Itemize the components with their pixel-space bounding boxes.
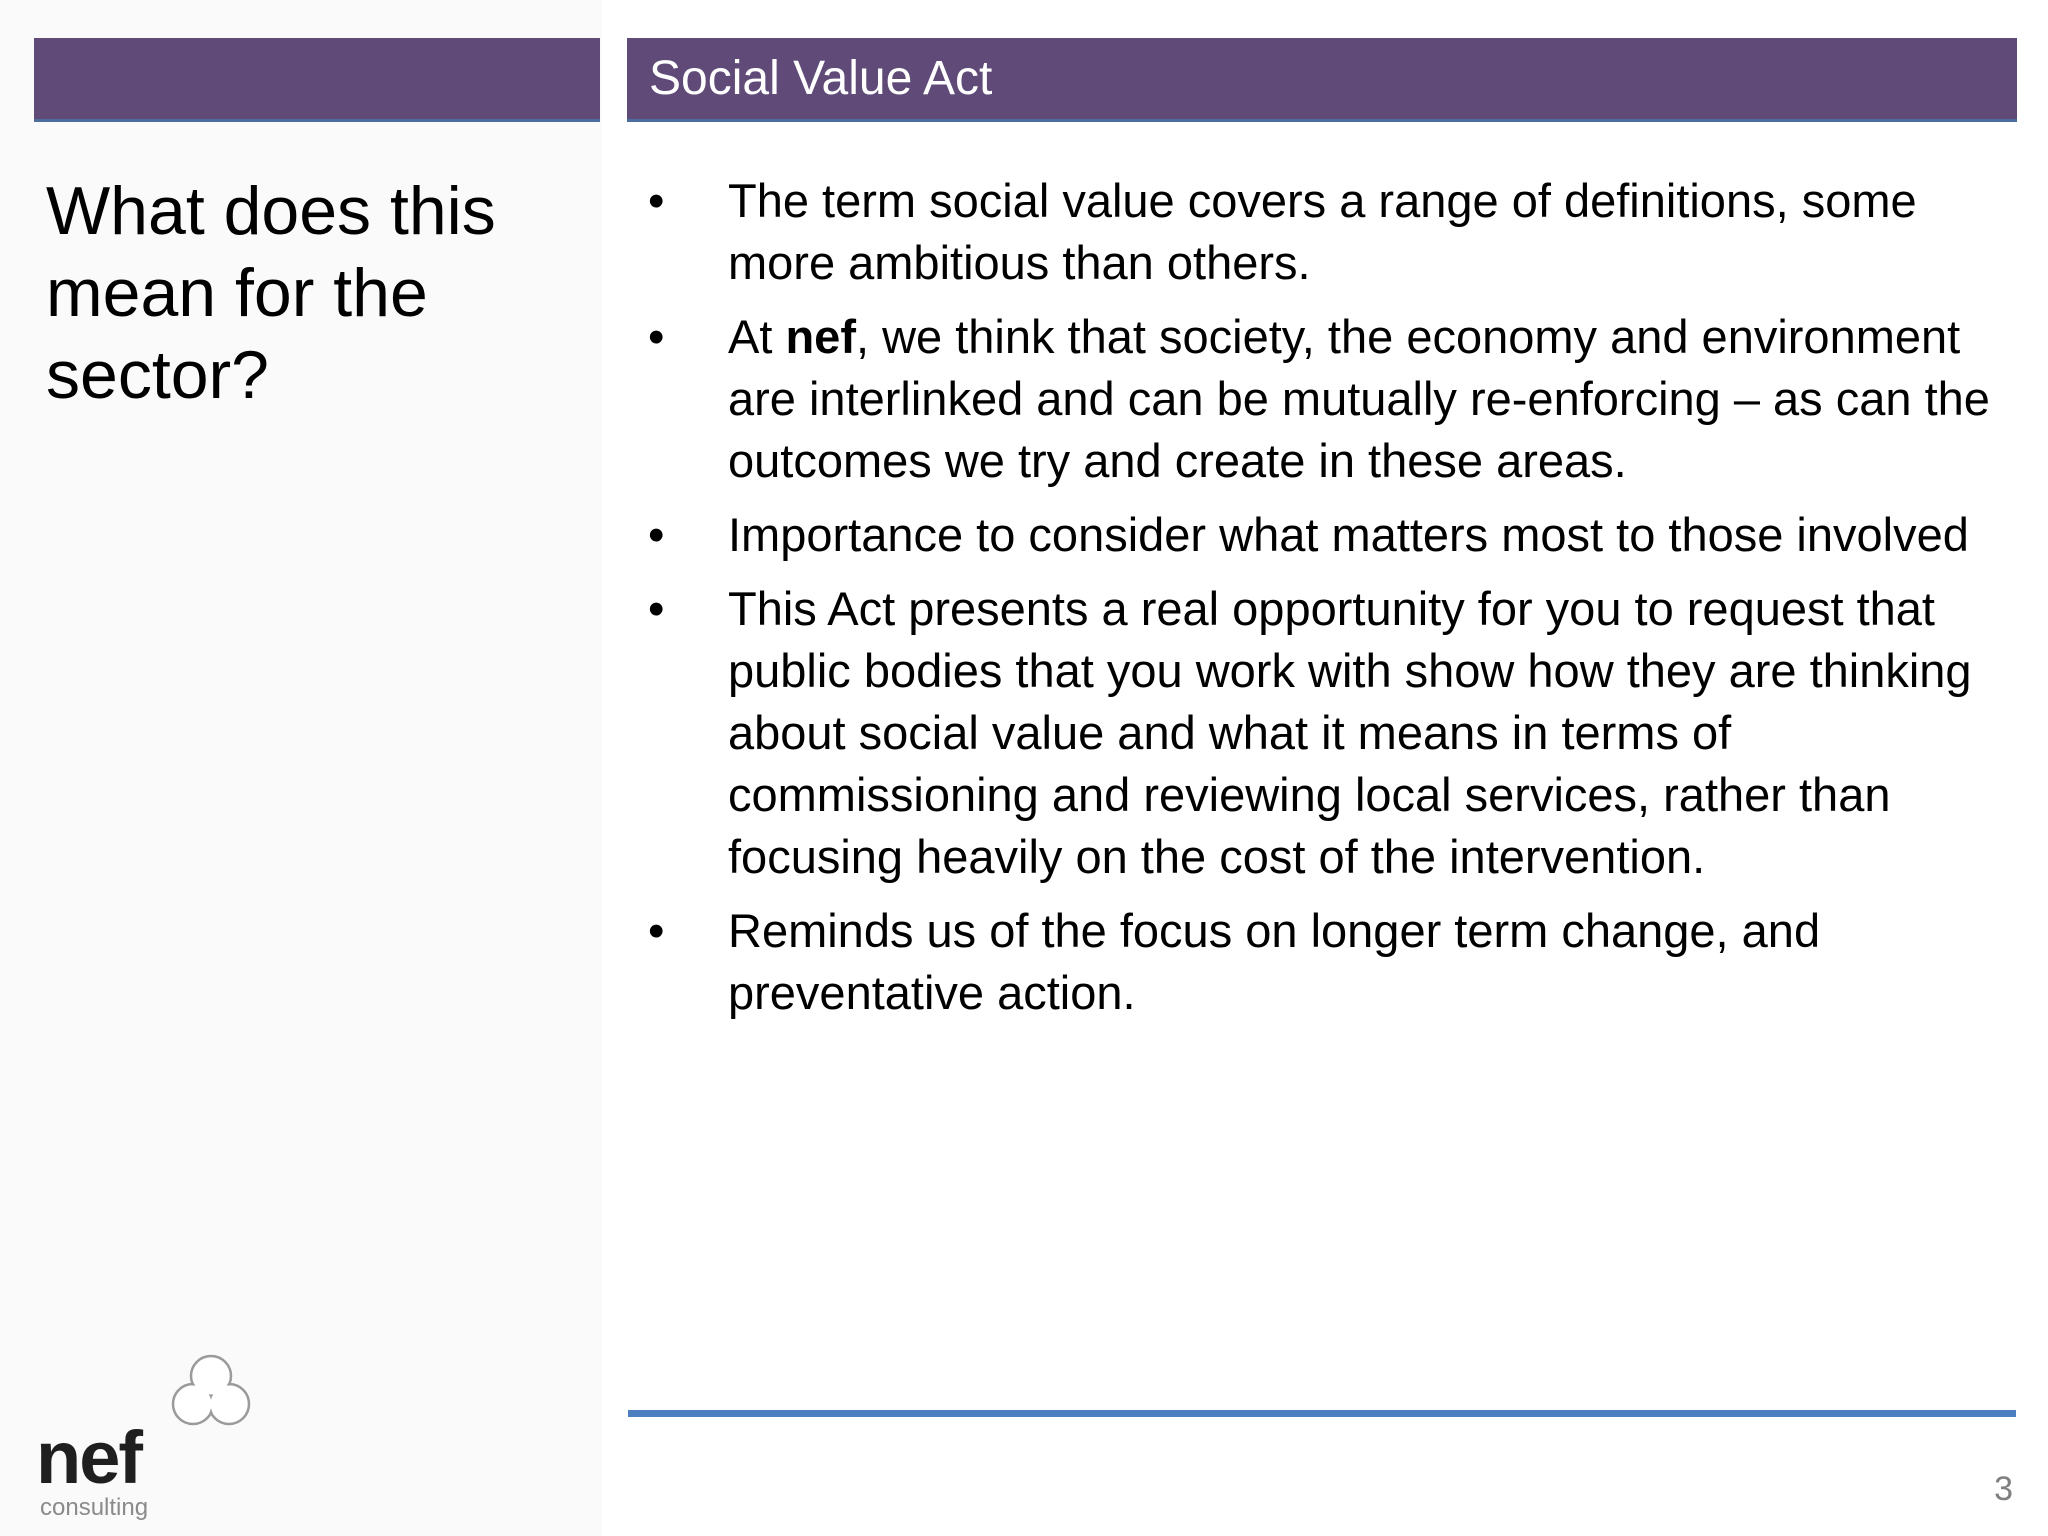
bullet-marker: • (648, 904, 665, 957)
bullet-item (640, 900, 2010, 1024)
footer-divider (628, 1410, 2016, 1417)
left-header-bar (34, 38, 600, 122)
bullet-list (640, 170, 2010, 1036)
section-heading: What does this mean for the sector? (46, 173, 496, 413)
bullet-item (640, 504, 2010, 566)
bullet-marker: • (648, 174, 665, 227)
nef-consulting-logo (36, 1346, 266, 1526)
bullet-marker: • (648, 508, 665, 561)
slide-title: Social Value Act (649, 52, 993, 105)
bullet-text: The term social value covers a range of definitions, some more ambitious than others. (728, 174, 1917, 289)
bullet-text: Reminds us of the focus on longer term change, and preventative action. (728, 904, 1821, 1019)
bullet-marker: • (648, 582, 665, 635)
bullet-text: At (728, 310, 786, 363)
bullet-item (640, 578, 2010, 888)
bullet-item (640, 170, 2010, 294)
logo-subtitle: consulting (40, 1494, 149, 1521)
bullet-marker: • (648, 310, 665, 363)
title-bar (627, 38, 2017, 122)
cloud-icon (166, 1346, 256, 1436)
bullet-item (640, 306, 2010, 492)
bullet-text-bold: nef (785, 310, 856, 363)
bullet-text: , we think that society, the economy and environment are interlinked and can be mutually re-enforcing – as can the outcomes we try and create in these areas. (728, 310, 1990, 487)
bullet-text: Importance to consider what matters most to those involved (728, 508, 1969, 561)
page-number: 3 (1994, 1470, 2013, 1508)
bullet-text: This Act presents a real opportunity for you to request that public bodies that you work with show how they are thinking about social value and what it means in terms of commissioning and reviewing local services, rather than focusing heavily on the cost of the intervention. (728, 582, 1972, 883)
logo-wordmark: nef (36, 1416, 141, 1499)
